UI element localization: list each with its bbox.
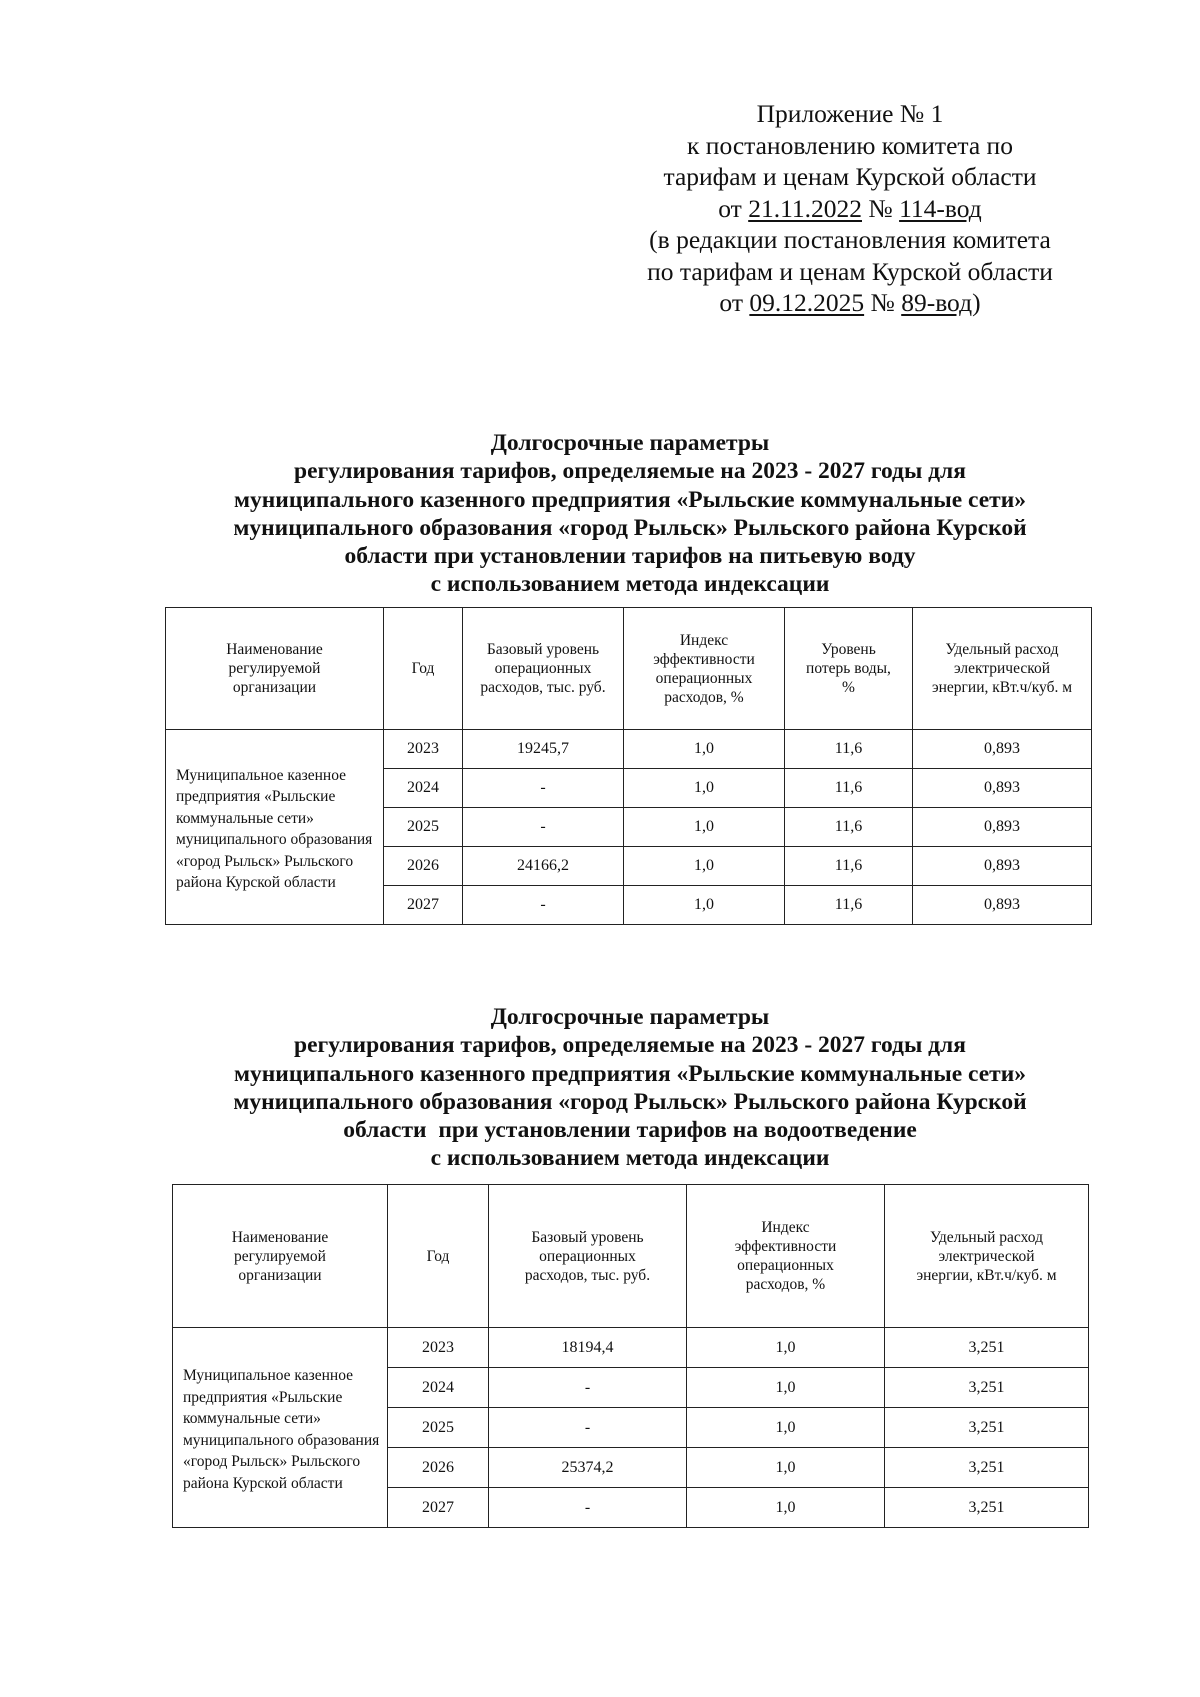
- year-cell: 2025: [384, 808, 463, 847]
- title-line: области при установлении тарифов на водоотведение: [343, 1117, 917, 1144]
- base-expenses-cell: 19245,7: [463, 730, 624, 769]
- header-organization: Наименование регулируемой организации: [166, 608, 384, 730]
- year-cell: 2026: [388, 1448, 489, 1488]
- header-efficiency-index: Индекс эффективности операционных расходов, %: [624, 608, 785, 730]
- year-cell: 2024: [384, 769, 463, 808]
- title-line: муниципального казенного предприятия «Рыльские коммунальные сети»: [234, 1060, 1026, 1087]
- title-line: муниципального образования «город Рыльск» Рыльского района Курской: [233, 514, 1027, 541]
- text-prefix: от: [718, 193, 749, 223]
- header-energy-consumption: Удельный расход электрической энергии, кВт.ч/куб. м: [885, 1185, 1089, 1328]
- efficiency-index-cell: 1,0: [687, 1448, 885, 1488]
- base-expenses-cell: -: [463, 769, 624, 808]
- energy-consumption-cell: 3,251: [885, 1328, 1089, 1368]
- title-line: Долгосрочные параметры: [490, 1004, 770, 1030]
- energy-consumption-cell: 3,251: [885, 1408, 1089, 1448]
- energy-consumption-cell: 3,251: [885, 1488, 1089, 1528]
- number-sign: №: [864, 288, 902, 317]
- water-loss-cell: 11,6: [785, 808, 913, 847]
- number-sign: №: [862, 193, 900, 223]
- energy-consumption-cell: 3,251: [885, 1368, 1089, 1408]
- text-prefix: от: [719, 288, 750, 317]
- title-line: муниципального образования «город Рыльск» Рыльского района Курской: [233, 1088, 1027, 1115]
- title-line: регулирования тарифов, определяемые на 2023 - 2027 годы для: [294, 458, 966, 485]
- title-line: с использованием метода индексации: [430, 571, 830, 598]
- table-header-row: [173, 1185, 1089, 1328]
- year-cell: 2026: [384, 847, 463, 886]
- header-year: Год: [388, 1185, 489, 1328]
- appendix-amendment-line: [600, 287, 1100, 319]
- appendix-line: по тарифам и ценам Курской области: [647, 256, 1053, 286]
- water-loss-cell: 11,6: [785, 847, 913, 886]
- title-line: Долгосрочные параметры: [490, 430, 770, 456]
- header-year: Год: [384, 608, 463, 730]
- base-expenses-cell: -: [489, 1408, 687, 1448]
- decree-date: 21.11.2022: [748, 193, 862, 223]
- year-cell: 2023: [388, 1328, 489, 1368]
- title-line: области при установлении тарифов на питьевую воду: [344, 543, 916, 570]
- year-cell: 2025: [388, 1408, 489, 1448]
- closing-paren: ): [972, 288, 981, 317]
- section1-title: [160, 429, 1100, 599]
- base-expenses-cell: 24166,2: [463, 847, 624, 886]
- efficiency-index-cell: 1,0: [687, 1488, 885, 1528]
- title-line: муниципального казенного предприятия «Рыльские коммунальные сети»: [234, 486, 1026, 513]
- header-efficiency-index: Индекс эффективности операционных расходов, %: [687, 1185, 885, 1328]
- appendix-title: Приложение № 1: [756, 99, 944, 128]
- year-cell: 2027: [384, 886, 463, 925]
- energy-consumption-cell: 0,893: [913, 808, 1092, 847]
- year-cell: 2027: [388, 1488, 489, 1528]
- header-energy-consumption: Удельный расход электрической энергии, кВт.ч/куб. м: [913, 608, 1092, 730]
- amendment-date: 09.12.2025: [749, 288, 865, 317]
- appendix-block: [600, 98, 1100, 319]
- efficiency-index-cell: 1,0: [687, 1408, 885, 1448]
- year-cell: 2024: [388, 1368, 489, 1408]
- energy-consumption-cell: 3,251: [885, 1448, 1089, 1488]
- efficiency-index-cell: 1,0: [624, 847, 785, 886]
- table-header-row: [166, 608, 1092, 730]
- decree-number: 114-вод: [899, 193, 982, 223]
- energy-consumption-cell: 0,893: [913, 847, 1092, 886]
- appendix-decree-line: [600, 193, 1100, 225]
- header-base-expenses: Базовый уровень операционных расходов, тыс. руб.: [463, 608, 624, 730]
- efficiency-index-cell: 1,0: [687, 1368, 885, 1408]
- header-organization: Наименование регулируемой организации: [173, 1185, 388, 1328]
- header-water-loss: Уровень потерь воды, %: [785, 608, 913, 730]
- organization-cell: Муниципальное казенное предприятия «Рыльские коммунальные сети» муниципального образования «город Рыльск» Рыльского района Курской области: [166, 730, 384, 925]
- base-expenses-cell: -: [463, 886, 624, 925]
- base-expenses-cell: 18194,4: [489, 1328, 687, 1368]
- base-expenses-cell: -: [489, 1368, 687, 1408]
- table-row: [166, 730, 1092, 769]
- header-base-expenses: Базовый уровень операционных расходов, тыс. руб.: [489, 1185, 687, 1328]
- drinking-water-table: [165, 607, 1092, 925]
- water-loss-cell: 11,6: [785, 730, 913, 769]
- water-loss-cell: 11,6: [785, 886, 913, 925]
- amendment-number: 89-вод: [901, 288, 973, 317]
- efficiency-index-cell: 1,0: [624, 886, 785, 925]
- energy-consumption-cell: 0,893: [913, 769, 1092, 808]
- efficiency-index-cell: 1,0: [624, 808, 785, 847]
- base-expenses-cell: 25374,2: [489, 1448, 687, 1488]
- base-expenses-cell: -: [463, 808, 624, 847]
- water-loss-cell: 11,6: [785, 769, 913, 808]
- section2-title: [160, 1003, 1100, 1173]
- title-line: с использованием метода индексации: [430, 1145, 830, 1172]
- appendix-line: (в редакции постановления комитета: [649, 225, 1051, 254]
- efficiency-index-cell: 1,0: [624, 769, 785, 808]
- title-line: регулирования тарифов, определяемые на 2023 - 2027 годы для: [294, 1032, 966, 1059]
- efficiency-index-cell: 1,0: [624, 730, 785, 769]
- year-cell: 2023: [384, 730, 463, 769]
- appendix-line: к постановлению комитета по: [687, 130, 1013, 160]
- energy-consumption-cell: 0,893: [913, 730, 1092, 769]
- organization-cell: Муниципальное казенное предприятия «Рыльские коммунальные сети» муниципального образования «город Рыльск» Рыльского района Курской области: [173, 1328, 388, 1528]
- efficiency-index-cell: 1,0: [687, 1328, 885, 1368]
- table-row: [173, 1328, 1089, 1368]
- appendix-line: тарифам и ценам Курской области: [663, 162, 1037, 191]
- base-expenses-cell: -: [489, 1488, 687, 1528]
- energy-consumption-cell: 0,893: [913, 886, 1092, 925]
- wastewater-table: [172, 1184, 1089, 1528]
